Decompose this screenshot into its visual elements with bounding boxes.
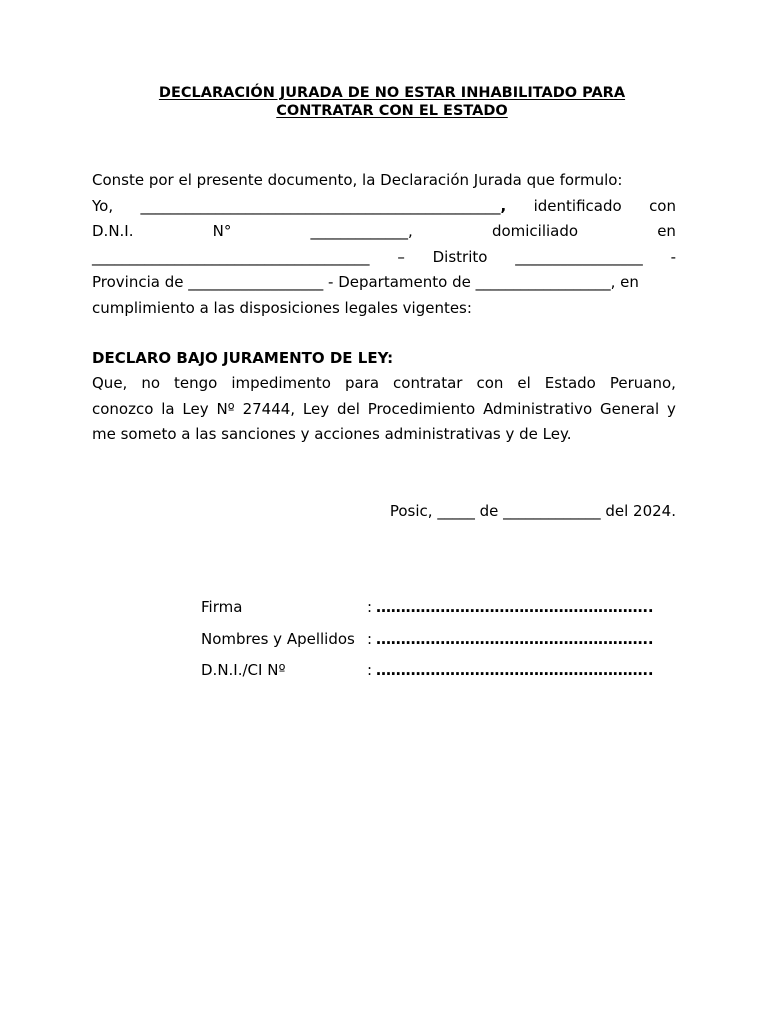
declaration-heading: DECLARO BAJO JURAMENTO DE LEY:: [92, 349, 394, 367]
dni-row: [201, 660, 671, 692]
names-row: [201, 629, 671, 661]
word: con: [476, 374, 504, 392]
hyphen-text: -: [670, 247, 676, 266]
intro-line-1: Conste por el presente documento, la Declaración Jurada que formulo:: [92, 171, 623, 189]
document-title: [92, 85, 676, 120]
word: 27444,: [242, 399, 296, 418]
word: para: [344, 374, 380, 392]
word: Administrativo: [483, 399, 593, 418]
name-blank-comma: ,: [500, 196, 507, 215]
identificado-text: identificado: [533, 196, 622, 215]
names-label: Nombres y Apellidos: [201, 629, 355, 648]
dni-text: D.N.I.: [92, 222, 134, 240]
dni-blank: _____________,: [310, 222, 413, 240]
date-line: Posic, _____ de _____________ del 2024.: [389, 502, 676, 520]
word: Ley: [182, 399, 209, 418]
distrito-blank: _________________: [515, 247, 643, 266]
word: Estado: [544, 374, 596, 392]
word: General: [600, 399, 660, 418]
declaration-line-3: me someto a las sanciones y acciones administrativas y de Ley.: [92, 425, 572, 443]
name-blank-line: ________________________________________________: [140, 196, 501, 215]
intro-line-5: Provincia de __________________ - Departamento de __________________, en: [92, 273, 639, 291]
word: del: [336, 399, 360, 418]
word: impedimento: [231, 374, 331, 392]
names-colon: :: [367, 629, 373, 648]
word: no: [141, 374, 160, 392]
numero-text: N°: [212, 222, 232, 240]
dash-text: –: [397, 247, 405, 266]
address-blank: _____________________________________: [92, 247, 370, 266]
word: Nº: [216, 399, 235, 418]
dni-field: ………………………………………………..: [376, 661, 654, 679]
intro-line-3: [92, 219, 676, 245]
word: el: [517, 374, 531, 392]
con-text: con: [649, 196, 676, 215]
word: conozco: [92, 399, 154, 418]
name-blank: [141, 194, 507, 220]
title-line-2: CONTRATAR CON EL ESTADO: [276, 102, 508, 119]
word: y: [666, 399, 676, 418]
word: Que,: [92, 374, 128, 392]
signature-row: [201, 597, 671, 629]
dni-label: D.N.I./CI Nº: [201, 661, 286, 679]
distrito-text: Distrito: [432, 247, 488, 266]
names-field: ………………………………………………..: [376, 629, 654, 648]
word: Peruano,: [609, 374, 676, 392]
signature-label: Firma: [201, 598, 243, 616]
yo-text: Yo,: [92, 196, 114, 215]
word: contratar: [393, 374, 463, 392]
signature-block: [201, 597, 671, 692]
intro-line-2: [92, 194, 676, 220]
dni-colon: :: [367, 661, 373, 679]
title-line-1: DECLARACIÓN JURADA DE NO ESTAR INHABILITADO PARA: [158, 85, 626, 101]
intro-line-6: cumplimiento a las disposiciones legales vigentes:: [92, 298, 472, 317]
signature-field: ………………………………………………..: [376, 598, 654, 616]
declaration-paragraph: [92, 371, 676, 448]
word: tengo: [174, 374, 218, 392]
word: Procedimiento: [367, 399, 476, 418]
declaration-line-1: [92, 371, 676, 397]
en-text: en: [657, 222, 676, 240]
intro-paragraph: [92, 168, 676, 321]
word: la: [161, 399, 175, 418]
domiciliado-text: domiciliado: [491, 222, 579, 240]
signature-colon: :: [367, 598, 373, 616]
intro-line-4: [92, 245, 676, 271]
word: Ley: [302, 399, 330, 418]
declaration-line-2: [92, 397, 676, 423]
